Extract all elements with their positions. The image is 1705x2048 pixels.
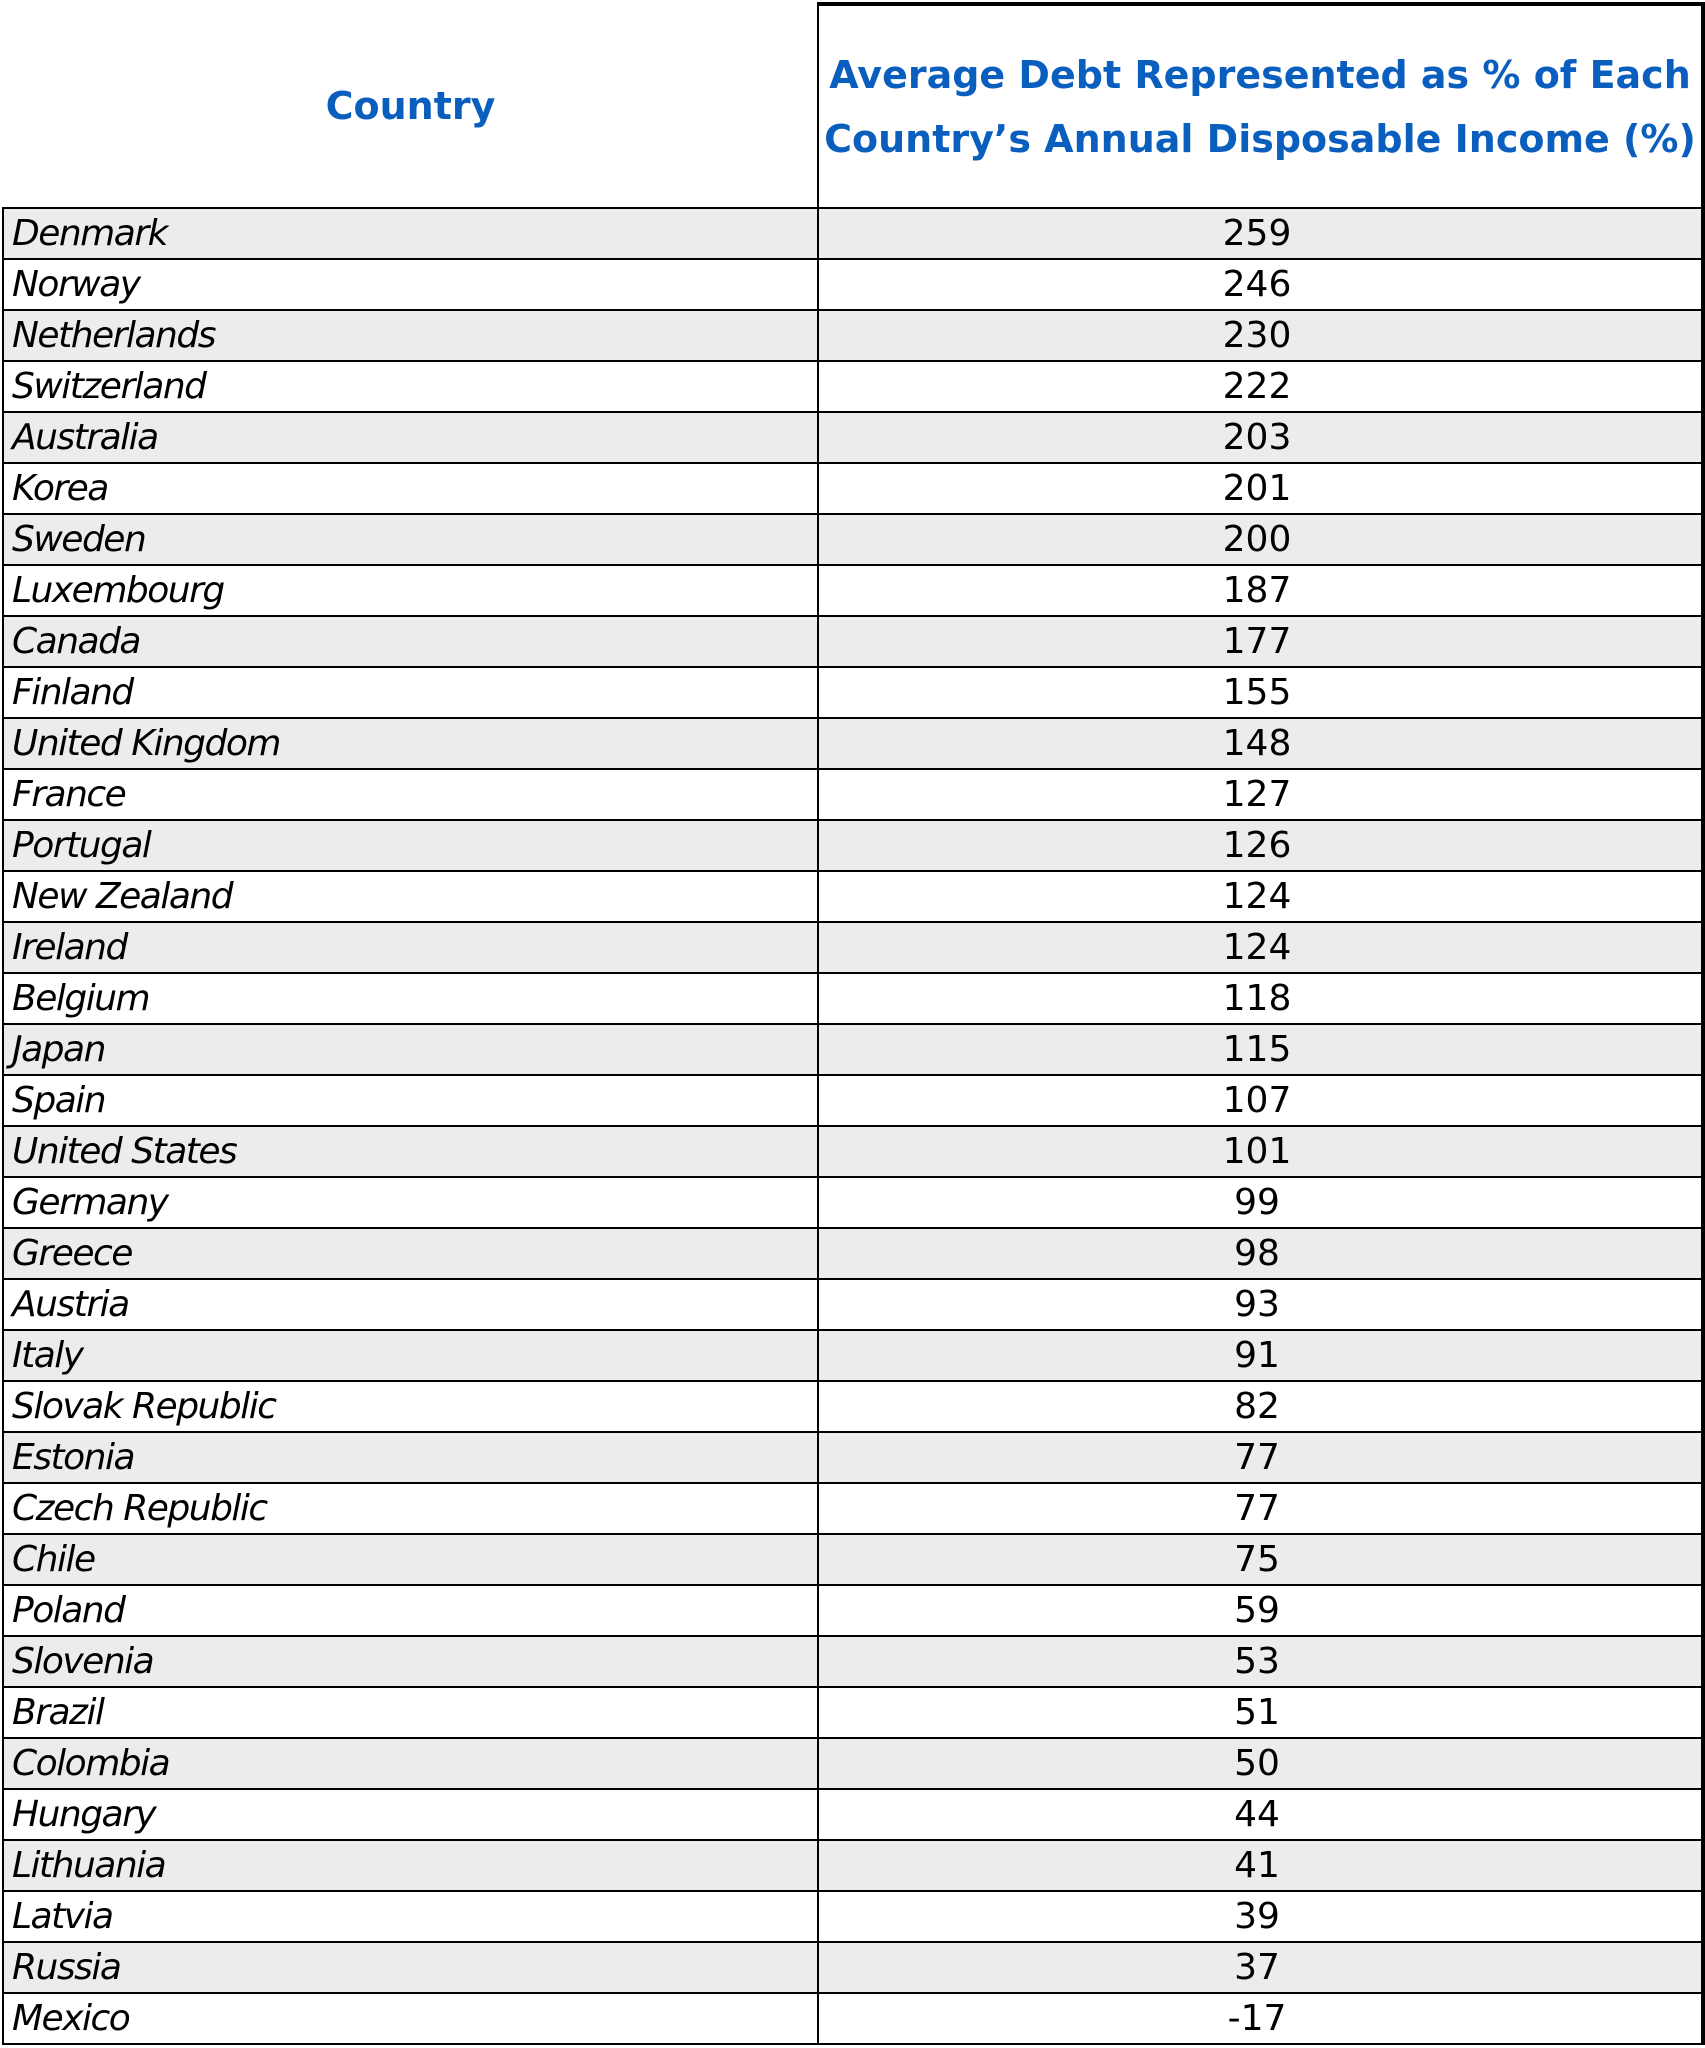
country-cell: Netherlands — [3, 310, 818, 361]
table-row — [3, 1432, 1703, 1483]
country-cell: Portugal — [3, 820, 818, 871]
table-row — [3, 310, 1703, 361]
country-cell: Chile — [3, 1534, 818, 1585]
table-row — [3, 667, 1703, 718]
table-row — [3, 1891, 1703, 1942]
country-cell: Austria — [3, 1279, 818, 1330]
country-cell: Belgium — [3, 973, 818, 1024]
table-row — [3, 1993, 1703, 2044]
table-row — [3, 1789, 1703, 1840]
country-cell: United Kingdom — [3, 718, 818, 769]
country-cell: Canada — [3, 616, 818, 667]
debt-table — [2, 2, 1705, 2045]
debt-value-cell: 50 — [818, 1738, 1703, 1789]
table-row — [3, 718, 1703, 769]
table-row — [3, 1330, 1703, 1381]
country-cell: Slovak Republic — [3, 1381, 818, 1432]
debt-value-cell: 44 — [818, 1789, 1703, 1840]
debt-value-cell: 77 — [818, 1432, 1703, 1483]
country-cell: Hungary — [3, 1789, 818, 1840]
country-cell: Australia — [3, 412, 818, 463]
debt-value-cell: 98 — [818, 1228, 1703, 1279]
debt-value-cell: 82 — [818, 1381, 1703, 1432]
debt-value-cell: 203 — [818, 412, 1703, 463]
debt-value-cell: 115 — [818, 1024, 1703, 1075]
debt-value-cell: 77 — [818, 1483, 1703, 1534]
debt-value-cell: 259 — [818, 208, 1703, 259]
country-cell: New Zealand — [3, 871, 818, 922]
country-cell: Germany — [3, 1177, 818, 1228]
table-row — [3, 463, 1703, 514]
country-cell: Slovenia — [3, 1636, 818, 1687]
table-row — [3, 412, 1703, 463]
country-cell: Spain — [3, 1075, 818, 1126]
debt-value-cell: 200 — [818, 514, 1703, 565]
country-cell: Finland — [3, 667, 818, 718]
debt-value-cell: 177 — [818, 616, 1703, 667]
country-cell: Czech Republic — [3, 1483, 818, 1534]
debt-value-cell: 99 — [818, 1177, 1703, 1228]
debt-value-cell: 59 — [818, 1585, 1703, 1636]
table-row — [3, 616, 1703, 667]
debt-header-line-1: Average Debt Represented as % of Each — [829, 52, 1691, 97]
debt-value-cell: 41 — [818, 1840, 1703, 1891]
country-cell: Lithuania — [3, 1840, 818, 1891]
header-row — [3, 4, 1703, 208]
debt-value-cell: 124 — [818, 922, 1703, 973]
country-cell: Poland — [3, 1585, 818, 1636]
debt-value-cell: 230 — [818, 310, 1703, 361]
debt-value-cell: 201 — [818, 463, 1703, 514]
debt-value-cell: 51 — [818, 1687, 1703, 1738]
country-cell: Sweden — [3, 514, 818, 565]
debt-value-cell: 127 — [818, 769, 1703, 820]
table-row — [3, 1177, 1703, 1228]
table-row — [3, 1381, 1703, 1432]
table-row — [3, 259, 1703, 310]
debt-value-cell: 187 — [818, 565, 1703, 616]
table-row — [3, 1585, 1703, 1636]
country-cell: Russia — [3, 1942, 818, 1993]
table-row — [3, 514, 1703, 565]
country-cell: Estonia — [3, 1432, 818, 1483]
debt-value-cell: 126 — [818, 820, 1703, 871]
country-cell: Colombia — [3, 1738, 818, 1789]
country-cell: Italy — [3, 1330, 818, 1381]
table-row — [3, 565, 1703, 616]
country-cell: Greece — [3, 1228, 818, 1279]
table-row — [3, 769, 1703, 820]
debt-value-cell: 53 — [818, 1636, 1703, 1687]
table-row — [3, 208, 1703, 259]
table-row — [3, 1840, 1703, 1891]
table-row — [3, 973, 1703, 1024]
table-row — [3, 871, 1703, 922]
table-row — [3, 1636, 1703, 1687]
debt-value-cell: 222 — [818, 361, 1703, 412]
country-column-header: Country — [3, 4, 818, 208]
country-cell: Latvia — [3, 1891, 818, 1942]
debt-value-cell: 101 — [818, 1126, 1703, 1177]
debt-value-cell: 124 — [818, 871, 1703, 922]
debt-value-cell: -17 — [818, 1993, 1703, 2044]
table-row — [3, 1942, 1703, 1993]
debt-column-header — [818, 4, 1703, 208]
country-cell: Mexico — [3, 1993, 818, 2044]
table-row — [3, 1126, 1703, 1177]
debt-value-cell: 148 — [818, 718, 1703, 769]
table-row — [3, 1738, 1703, 1789]
table-row — [3, 922, 1703, 973]
debt-value-cell: 118 — [818, 973, 1703, 1024]
country-cell: Denmark — [3, 208, 818, 259]
table-row — [3, 1534, 1703, 1585]
table-row — [3, 361, 1703, 412]
country-cell: France — [3, 769, 818, 820]
table-header — [3, 4, 1703, 208]
country-cell: Brazil — [3, 1687, 818, 1738]
country-cell: Japan — [3, 1024, 818, 1075]
country-cell: Luxembourg — [3, 565, 818, 616]
table-row — [3, 820, 1703, 871]
debt-value-cell: 37 — [818, 1942, 1703, 1993]
debt-value-cell: 75 — [818, 1534, 1703, 1585]
debt-value-cell: 107 — [818, 1075, 1703, 1126]
debt-value-cell: 39 — [818, 1891, 1703, 1942]
table-row — [3, 1279, 1703, 1330]
debt-value-cell: 91 — [818, 1330, 1703, 1381]
country-cell: Norway — [3, 259, 818, 310]
debt-value-cell: 155 — [818, 667, 1703, 718]
country-cell: United States — [3, 1126, 818, 1177]
table-row — [3, 1687, 1703, 1738]
debt-value-cell: 93 — [818, 1279, 1703, 1330]
country-cell: Ireland — [3, 922, 818, 973]
country-cell: Switzerland — [3, 361, 818, 412]
table-body — [3, 208, 1703, 2044]
debt-value-cell: 246 — [818, 259, 1703, 310]
table-row — [3, 1483, 1703, 1534]
country-cell: Korea — [3, 463, 818, 514]
table-row — [3, 1024, 1703, 1075]
table-row — [3, 1075, 1703, 1126]
table-row — [3, 1228, 1703, 1279]
debt-header-line-2: Country’s Annual Disposable Income (%) — [824, 116, 1696, 161]
